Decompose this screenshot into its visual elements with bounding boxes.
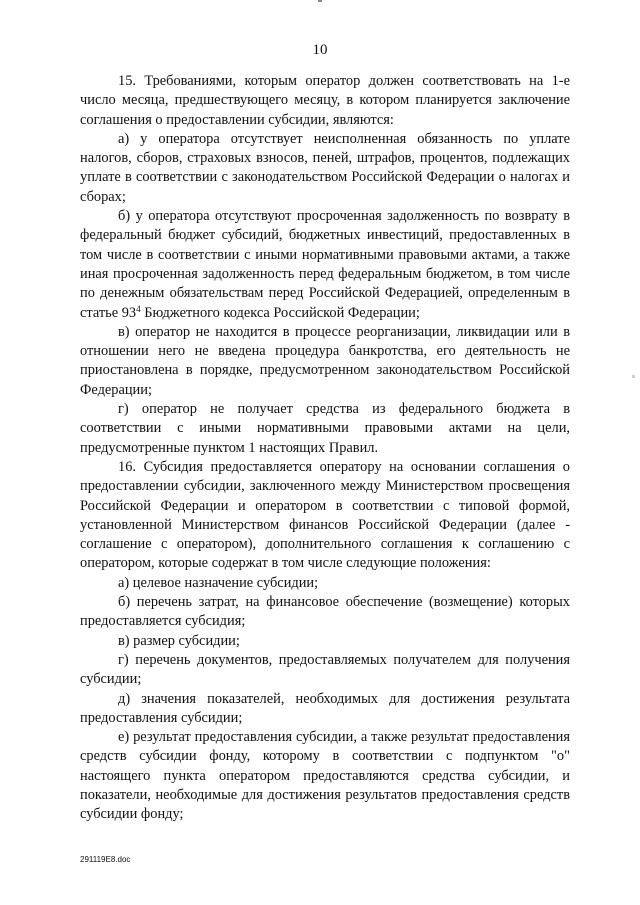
paragraph-15-g: г) оператор не получает средства из федерального бюджета в соответствии с иными нормативными правовыми актами на цели, предусмотренные пунктом 1 настоящих Правил.	[80, 401, 570, 456]
document-body	[80, 72, 570, 825]
article-superscript: 4	[136, 303, 141, 314]
paragraph-16-d: д) значения показателей, необходимых для достижения результата предоставления субсидии;	[80, 690, 570, 726]
page-number: 10	[312, 42, 328, 58]
paragraph-15-b-text: б) у оператора отсутствуют просроченная задолженность по возврату в федеральный бюджет субсидий, бюджетных инвестиций, предоставленных в том числе в соответствии с иными нормативными правовыми актами, а также иная просроченная задолженность перед федеральным бюджетом, в том числе по денежным обязательствам перед Российской Федерацией, определенным в статье 93	[80, 208, 570, 321]
paragraph-16-g: г) перечень документов, предоставляемых получателем для получения субсидии;	[80, 651, 570, 688]
paragraph-16: 16. Субсидия предоставляется оператору на основании соглашения о предоставлении субсидии, заключенного между Министерством просвещения Российской Федерации и оператором в соответствии с типовой формой, установленной Министерством финансов Российской Федерации (далее - соглашение с оператором), дополнительного соглашения к соглашению с оператором, которые содержат в том числе следующие положения:	[80, 458, 570, 572]
paragraph-16-a: а) целевое назначение субсидии;	[118, 574, 319, 591]
footer-document-code: 291119E8.doc	[80, 855, 131, 864]
paragraph-15-b-tail: Бюджетного кодекса Российской Федерации;	[140, 304, 420, 321]
paragraph-15-v: в) оператор не находится в процессе реорганизации, ликвидации или в отношении него не введена процедура банкротства, его деятельность не приостановлена в порядке, предусмотренном законодательством Российской Федерации;	[80, 323, 570, 398]
scan-mark-edge	[632, 375, 635, 378]
scan-mark-top	[318, 0, 322, 2]
paragraph-16-e: е) результат предоставления субсидии, а также результат предоставления средств субсидии фонду, которому в соответствии с подпунктом "о" настоящего пункта оператором предоставляются средства субсидии, и показатели, необходимые для достижения результатов предоставления средств субсидии фонду;	[80, 729, 570, 823]
paragraph-16-b: б) перечень затрат, на финансовое обеспечение (возмещение) которых предоставляется субсидия;	[80, 594, 570, 630]
paragraph-15-a: а) у оператора отсутствует неисполненная обязанность по уплате налогов, сборов, страховых взносов, пеней, штрафов, процентов, подлежащих уплате в соответствии с законодательством Российской Федерации о налогах и сборах;	[80, 130, 570, 205]
paragraph-15: 15. Требованиями, которым оператор должен соответствовать на 1-е число месяца, предшествующего месяцу, в котором планируется заключение соглашения о предоставлении субсидии, являются:	[80, 73, 570, 128]
paragraph-16-v: в) размер субсидии;	[118, 632, 240, 649]
paragraph-15-b	[80, 207, 570, 323]
